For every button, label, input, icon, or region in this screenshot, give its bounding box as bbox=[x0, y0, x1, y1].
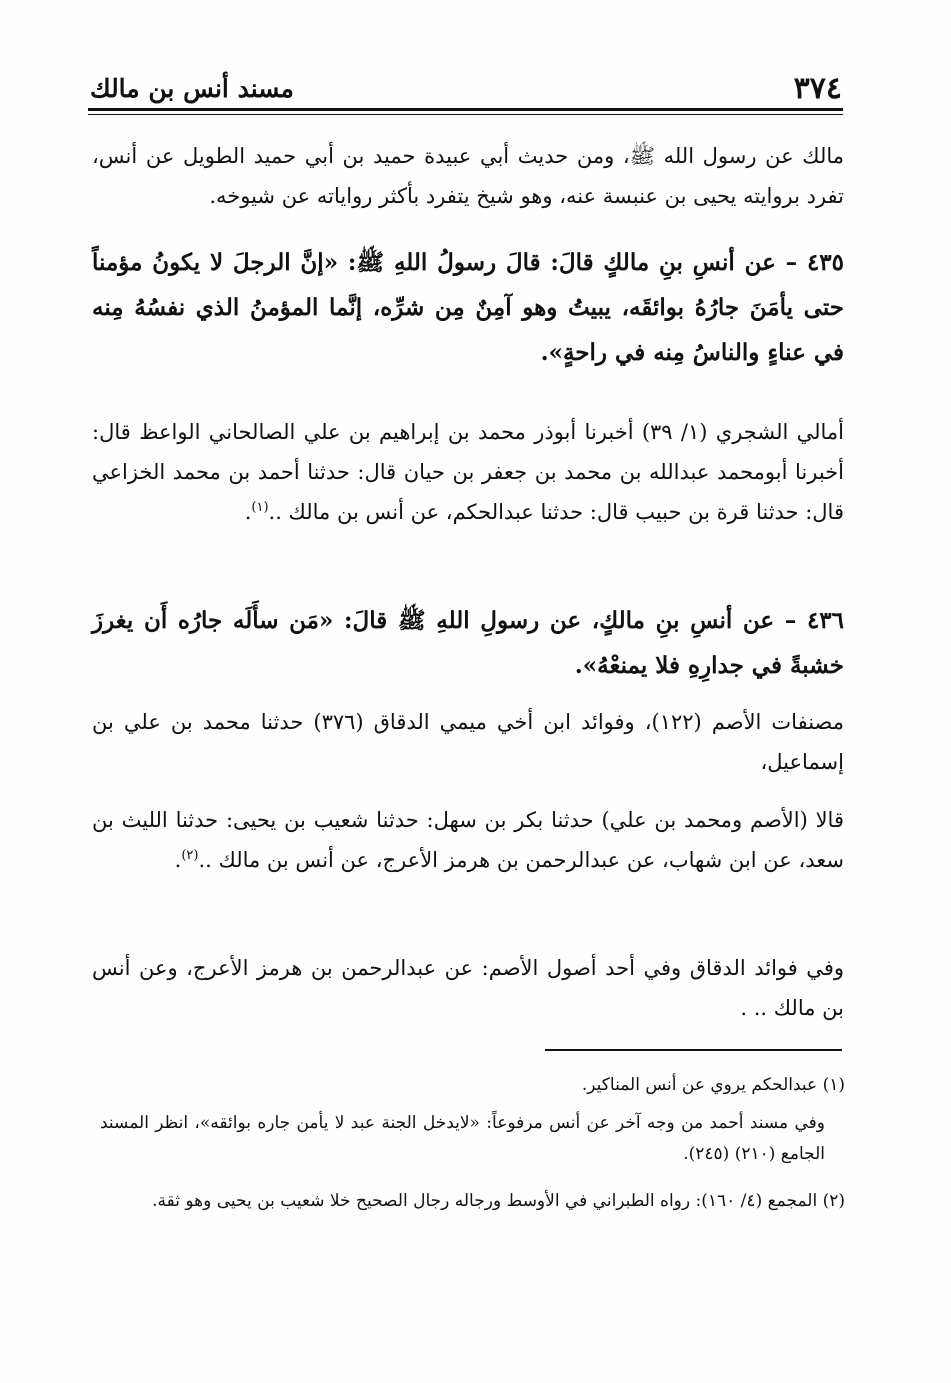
footnote-2: (٢) المجمع (٤/ ١٦٠): رواه الطبراني في الأوسط ورجاله رجال الصحيح خلا شعيب بن يحيى وهو ثقة. bbox=[152, 1191, 845, 1211]
hadith-436-source-2-text: قالا (الأصم ومحمد بن علي) حدثنا بكر بن سهل: حدثنا شعيب بن يحيى: حدثنا الليث بن سعد، عن ابن شهاب، عن عبدالرحمن بن هرمز الأعرج، عن أنس بن مالك .. bbox=[92, 808, 844, 872]
hadith-436-source-3: وفي فوائد الدقاق وفي أحد أصول الأصم: عن عبدالرحمن بن هرمز الأعرج، وعن أنس بن مالك .. . bbox=[92, 956, 844, 1020]
hadith-435-text: ٤٣٥ – عن أنسِ بنِ مالكٍ قالَ: قالَ رسولُ اللهِ ﷺ: «إنَّ الرجلَ لا يكونُ مؤمناً حتى يأمَنَ جارُهُ بوائقَه، يبيتُ وهو آمِنٌ مِن شرِّه، إنَّما المؤمنُ الذي نفسُهُ مِنه في عناءٍ والناسُ مِنه في راحةٍ». bbox=[92, 249, 844, 366]
header-rule-thin bbox=[88, 114, 843, 115]
running-title: مسند أنس بن مالك bbox=[90, 74, 294, 103]
footnote-ref-2[interactable]: (٢) bbox=[181, 848, 199, 863]
footnote-ref-1[interactable]: (١) bbox=[251, 500, 269, 515]
footnote-1-line-1: (١) عبدالحكم يروي عن أنس المناكير. bbox=[581, 1075, 845, 1095]
hadith-436-text: ٤٣٦ – عن أنسِ بنِ مالكٍ، عن رسولِ اللهِ ﷺ قالَ: «مَن سأَلَه جارُه أَن يغرزَ خشبةً في جدارِهِ فلا يمنعْهُ». bbox=[92, 607, 844, 679]
footnote-1-line-2: وفي مسند أحمد من وجه آخر عن أنس مرفوعاً: «لايدخل الجنة عبد لا يأمن جاره بوائقه»، انظر المسند الجامع (٢١٠) (٢٤٥). bbox=[100, 1113, 825, 1164]
header-rule-thick bbox=[88, 108, 843, 111]
footnote-separator bbox=[545, 1049, 842, 1051]
hadith-435-source-text: أمالي الشجري (١/ ٣٩) أخبرنا أبوذر محمد بن إبراهيم بن علي الصالحاني الواعظ قال: أخبرنا أبومحمد عبدالله بن محمد بن جعفر بن حيان قال: حدثنا أحمد بن محمد الخزاعي قال: حدثنا قرة بن حبيب قال: حدثنا عبدالحكم، عن أنس بن مالك .. bbox=[92, 420, 844, 524]
hadith-436-source-1: مصنفات الأصم (١٢٢)، وفوائد ابن أخي ميمي الدقاق (٣٧٦) حدثنا محمد بن علي بن إسماعيل، bbox=[92, 710, 844, 774]
hadith-435-source: أمالي الشجري (١/ ٣٩) أخبرنا أبوذر محمد بن إبراهيم بن علي الصالحاني الواعظ قال: أخبرنا أبومحمد عبدالله بن محمد بن جعفر بن حيان قال: حدثنا أحمد بن محمد الخزاعي قال: حدثنا قرة بن حبيب قال: حدثنا عبدالحكم، عن أنس بن مالك ..$^{(١)}$. bbox=[92, 420, 844, 524]
page-header bbox=[90, 66, 842, 106]
intro-paragraph: مالك عن رسول الله ﷺ، ومن حديث أبي عبيدة حميد بن أبي حميد الطويل عن أنس، تفرد بروايته يحيى بن عنبسة عنه، وهو شيخ يتفرد بأكثر رواياته عن شيوخه. bbox=[92, 144, 844, 208]
page-number: ٣٧٤ bbox=[793, 71, 842, 106]
hadith-436-source-2: قالا (الأصم ومحمد بن علي) حدثنا بكر بن سهل: حدثنا شعيب بن يحيى: حدثنا الليث بن سعد، عن ابن شهاب، عن عبدالرحمن بن هرمز الأعرج، عن أنس بن مالك ..$^{(٢)}$. bbox=[92, 808, 844, 872]
